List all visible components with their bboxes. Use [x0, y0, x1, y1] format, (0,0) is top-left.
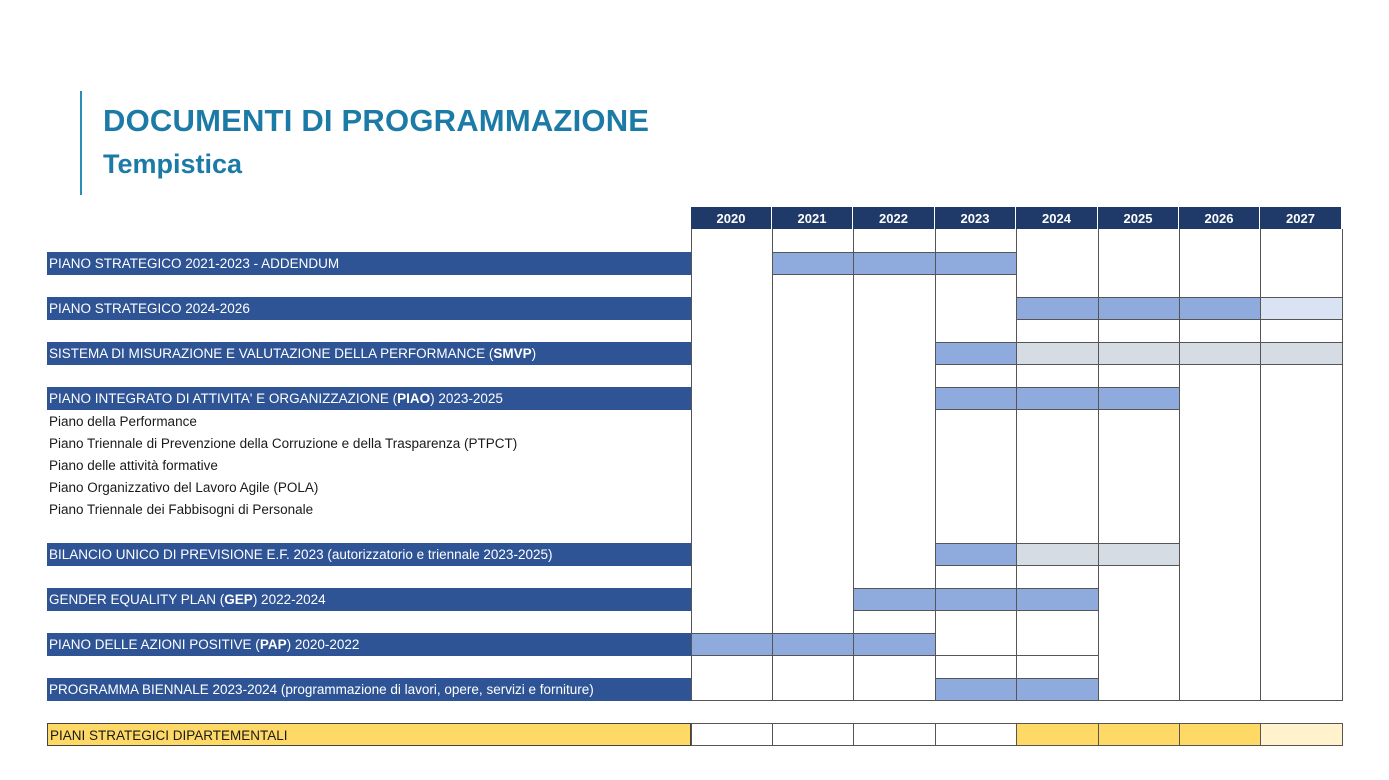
- row-label-r1: [47, 252, 691, 275]
- row-label-acronym: PAP: [259, 637, 287, 652]
- year-header-2026: 2026: [1179, 207, 1260, 229]
- row-label-s2: [47, 433, 691, 455]
- bar-r3-2025: [1098, 342, 1180, 365]
- bar-r6-2023: [935, 588, 1017, 611]
- column-gridline: [772, 229, 773, 700]
- year-header-2027: 2027: [1260, 207, 1342, 229]
- page-subtitle: Tempistica: [103, 149, 243, 179]
- row-label-r3: [47, 342, 691, 365]
- bar-r1-2021: [772, 252, 854, 275]
- bar-r2-2027: [1260, 297, 1343, 320]
- bar-r2-2024: [1016, 297, 1099, 320]
- column-gridline: [853, 229, 854, 700]
- bar-r9-2020: [691, 723, 773, 746]
- bar-r9-2024: [1016, 723, 1099, 746]
- row-label-text: PROGRAMMA BIENNALE 2023-2024 (programmazione di lavori, opere, servizi e forniture): [49, 682, 594, 697]
- row-label-text: Piano Organizzativo del Lavoro Agile (POLA): [49, 480, 319, 495]
- bar-r3-2024: [1016, 342, 1099, 365]
- bar-r2-2026: [1179, 297, 1261, 320]
- row-label-text: PIANO STRATEGICO 2021-2023 - ADDENDUM: [49, 256, 340, 271]
- bar-r8-2023: [935, 678, 1017, 701]
- bar-r3-2023: [935, 342, 1017, 365]
- bar-r5-2023: [935, 543, 1017, 566]
- row-label-text: GENDER EQUALITY PLAN (: [49, 592, 225, 607]
- row-label-suffix: ) 2020-2022: [286, 637, 360, 652]
- bar-r5-2024: [1016, 543, 1099, 566]
- row-separator: [1016, 319, 1343, 320]
- bar-r4-2024: [1016, 387, 1099, 410]
- year-header-2024: 2024: [1016, 207, 1098, 229]
- row-separator: [935, 409, 1180, 410]
- bar-r7-2020: [691, 633, 773, 656]
- bar-r9-2021: [772, 723, 854, 746]
- row-separator: [935, 565, 1017, 566]
- row-label-r8: [47, 678, 691, 701]
- row-label-r7: [47, 633, 691, 656]
- row-label-text: Piano della Performance: [49, 414, 197, 429]
- year-header-2022: 2022: [853, 207, 935, 229]
- row-label-suffix: ): [531, 346, 537, 361]
- row-label-acronym: GEP: [224, 592, 253, 607]
- bar-r7-2022: [853, 633, 936, 656]
- row-separator: [935, 655, 1099, 656]
- row-label-r5: [47, 543, 691, 566]
- bar-r9-2025: [1098, 723, 1180, 746]
- row-label-r4: [47, 387, 691, 410]
- bar-r6-2022: [853, 588, 936, 611]
- year-header-2020: 2020: [691, 207, 772, 229]
- bar-r5-2025: [1098, 543, 1180, 566]
- row-label-s1: [47, 411, 691, 433]
- bar-r2-2025: [1098, 297, 1180, 320]
- row-label-acronym: SMVP: [493, 346, 532, 361]
- row-label-text: PIANO DELLE AZIONI POSITIVE (: [49, 637, 260, 652]
- bar-r8-2024: [1016, 678, 1099, 701]
- bar-r9-2026: [1179, 723, 1261, 746]
- bar-r1-2022: [853, 252, 936, 275]
- year-header-2023: 2023: [935, 207, 1016, 229]
- row-label-suffix: ) 2022-2024: [252, 592, 326, 607]
- row-label-text: PIANO STRATEGICO 2024-2026: [49, 301, 250, 316]
- row-separator: [691, 723, 1017, 724]
- row-label-text: PIANO INTEGRATO DI ATTIVITA' E ORGANIZZAZIONE (: [49, 391, 398, 406]
- bar-r1-2023: [935, 252, 1017, 275]
- bar-r9-2023: [935, 723, 1017, 746]
- row-separator: [853, 610, 1017, 611]
- bar-r7-2021: [772, 633, 854, 656]
- row-label-acronym: PIAO: [397, 391, 431, 406]
- row-label-r6: [47, 588, 691, 611]
- row-separator: [1016, 364, 1343, 365]
- row-label-text: Piano delle attività formative: [49, 458, 218, 473]
- row-label-text: PIANI STRATEGICI DIPARTEMENTALI: [50, 728, 288, 743]
- row-label-text: SISTEMA DI MISURAZIONE E VALUTAZIONE DELLA PERFORMANCE (: [49, 346, 494, 361]
- row-label-r2: [47, 297, 691, 320]
- column-gridline: [935, 229, 936, 700]
- row-label-text: Piano Triennale dei Fabbisogni di Personale: [49, 502, 314, 517]
- bar-r4-2023: [935, 387, 1017, 410]
- row-label-s4: [47, 477, 691, 499]
- row-label-s5: [47, 499, 691, 521]
- row-label-r9: [47, 723, 691, 746]
- row-label-text: Piano Triennale di Prevenzione della Corruzione e della Trasparenza (PTPCT): [49, 436, 518, 451]
- bar-r4-2025: [1098, 387, 1180, 410]
- bar-r3-2026: [1179, 342, 1261, 365]
- bar-r3-2027: [1260, 342, 1343, 365]
- year-header-2025: 2025: [1098, 207, 1179, 229]
- row-label-text: BILANCIO UNICO DI PREVISIONE E.F. 2023 (autorizzatorio e triennale 2023-2025): [49, 547, 553, 562]
- bar-r6-2024: [1016, 588, 1099, 611]
- column-gridline: [691, 229, 692, 700]
- year-header-2021: 2021: [772, 207, 853, 229]
- bar-r9-2027: [1260, 723, 1343, 746]
- row-label-s3: [47, 455, 691, 477]
- bar-r9-2022: [853, 723, 936, 746]
- page-title: DOCUMENTI DI PROGRAMMAZIONE: [103, 103, 650, 138]
- row-label-suffix: ) 2023-2025: [430, 391, 503, 406]
